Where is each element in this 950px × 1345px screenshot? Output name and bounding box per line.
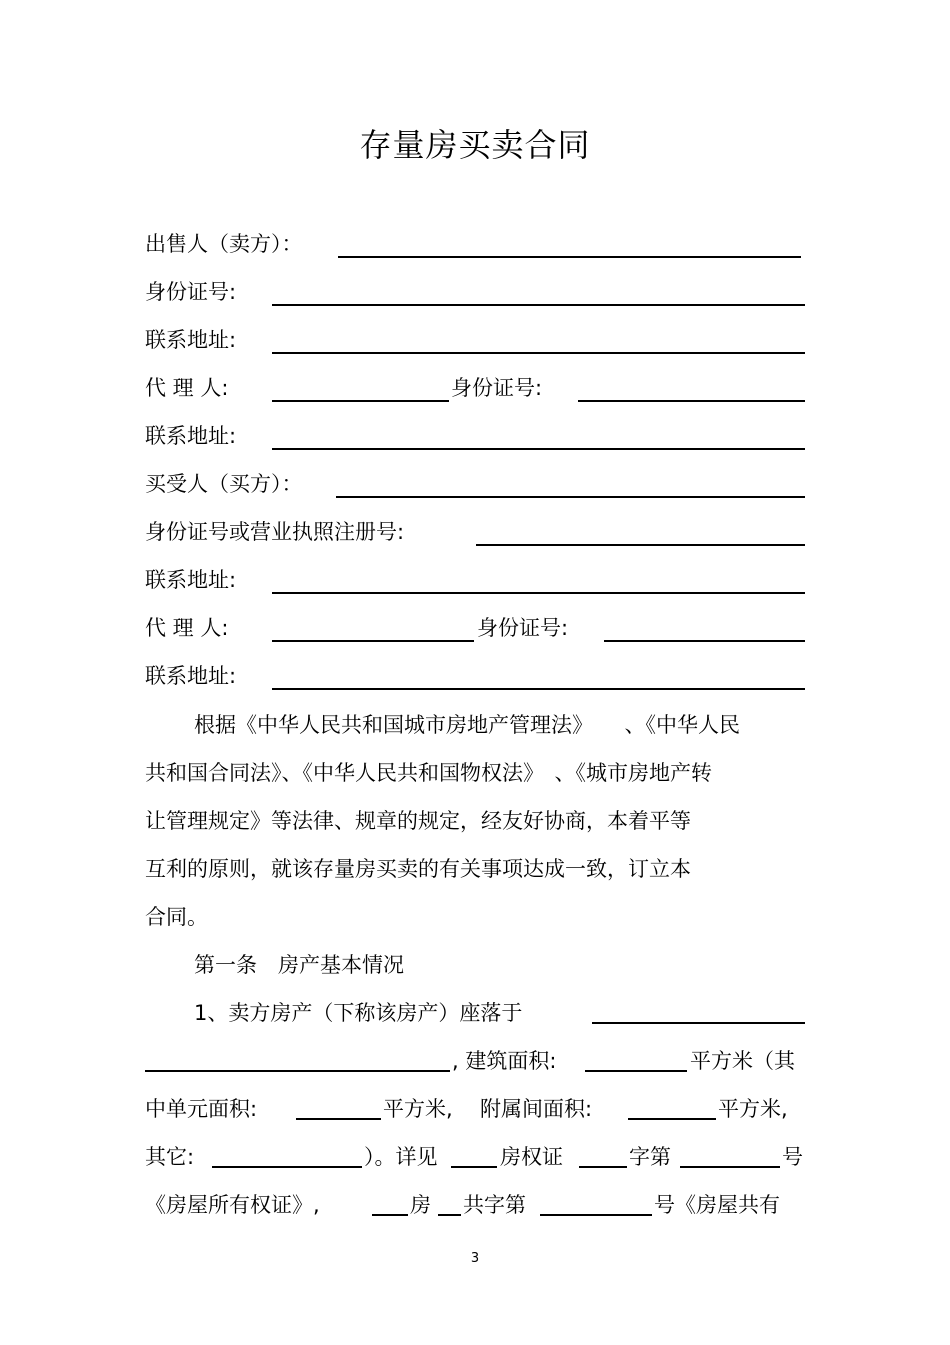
building-area-blank[interactable] xyxy=(585,1070,687,1072)
gong-zi-di-label: 共字第 xyxy=(463,1193,526,1217)
unit-area-label: 中单元面积: xyxy=(145,1097,258,1121)
buyer-id-blank[interactable] xyxy=(476,544,805,546)
buyer-address-label: 联系地址: xyxy=(145,568,237,592)
hao-label: 号 xyxy=(782,1145,803,1169)
seller-id-label: 身份证号: xyxy=(145,280,237,304)
sqm-paren-label: 平方米（其 xyxy=(690,1049,795,1073)
intro-line-4: 互利的原则，就该存量房买卖的有关事项达成一致，订立本 xyxy=(145,857,691,881)
co-owned-number-blank[interactable] xyxy=(540,1214,652,1216)
seller-address-blank[interactable] xyxy=(272,352,805,354)
seller-agent-id-blank[interactable] xyxy=(578,400,805,402)
co-owned-fang-blank[interactable] xyxy=(438,1214,461,1216)
seller-id-blank[interactable] xyxy=(272,304,805,306)
seller-agent-address-blank[interactable] xyxy=(272,448,805,450)
buyer-label: 买受人（买方）： xyxy=(145,472,303,496)
location-blank[interactable] xyxy=(592,1022,805,1024)
hao-co-owned-label: 号《房屋共有 xyxy=(654,1193,780,1217)
cert-prefix-blank[interactable] xyxy=(451,1166,497,1168)
unit-area-blank[interactable] xyxy=(296,1118,381,1120)
other-blank[interactable] xyxy=(212,1166,362,1168)
intro-line-5: 合同。 xyxy=(145,905,208,929)
buyer-agent-id-label: 身份证号: xyxy=(477,616,569,640)
page-number: 3 xyxy=(470,1251,480,1266)
zi-di-label: 字第 xyxy=(629,1145,671,1169)
buyer-agent-blank[interactable] xyxy=(272,640,474,642)
intro-line-1: 根据《中华人民共和国城市房地产管理法》 、《中华人民 xyxy=(194,713,740,737)
seller-agent-address-label: 联系地址: xyxy=(145,424,237,448)
property-cert-label: 房权证 xyxy=(500,1145,563,1169)
buyer-agent-address-blank[interactable] xyxy=(272,688,805,690)
building-area-label: , 建筑面积: xyxy=(452,1049,557,1073)
other-label: 其它: xyxy=(145,1145,195,1169)
seller-agent-id-label: 身份证号: xyxy=(451,376,543,400)
document-title: 存量房买卖合同 xyxy=(359,126,591,164)
sqm-comma-label: 平方米, xyxy=(383,1097,453,1121)
see-detail-label: ）。详见 xyxy=(364,1145,438,1169)
article-1-heading: 第一条 房产基本情况 xyxy=(194,953,404,977)
intro-line-3: 让管理规定》等法律、规章的规定，经友好协商，本着平等 xyxy=(145,809,691,833)
buyer-id-label: 身份证号或营业执照注册号: xyxy=(145,520,405,544)
buyer-agent-label: 代 理 人: xyxy=(145,616,229,640)
seller-agent-blank[interactable] xyxy=(272,400,449,402)
cert-number-blank[interactable] xyxy=(680,1166,780,1168)
annex-area-blank[interactable] xyxy=(628,1118,716,1120)
buyer-agent-address-label: 联系地址: xyxy=(145,664,237,688)
cert-zi-blank[interactable] xyxy=(579,1166,627,1168)
annex-area-label: 附属间面积: xyxy=(480,1097,593,1121)
fang-label: 房 xyxy=(410,1193,431,1217)
buyer-address-blank[interactable] xyxy=(272,592,805,594)
buyer-agent-id-blank[interactable] xyxy=(604,640,805,642)
location-blank-continued[interactable] xyxy=(145,1070,450,1072)
buyer-blank[interactable] xyxy=(336,496,805,498)
seller-blank[interactable] xyxy=(338,256,801,258)
intro-line-2: 共和国合同法》、《中华人民共和国物权法》 、《城市房地产转 xyxy=(145,761,712,785)
clause-1-located-at: 1、卖方房产（下称该房产）座落于 xyxy=(194,1001,523,1025)
seller-label: 出售人（卖方）： xyxy=(145,232,303,256)
seller-address-label: 联系地址: xyxy=(145,328,237,352)
ownership-cert-label: 《房屋所有权证》, xyxy=(145,1193,320,1217)
sqm-comma-label-2: 平方米, xyxy=(718,1097,788,1121)
seller-agent-label: 代 理 人: xyxy=(145,376,229,400)
co-owned-prefix-blank[interactable] xyxy=(372,1214,408,1216)
